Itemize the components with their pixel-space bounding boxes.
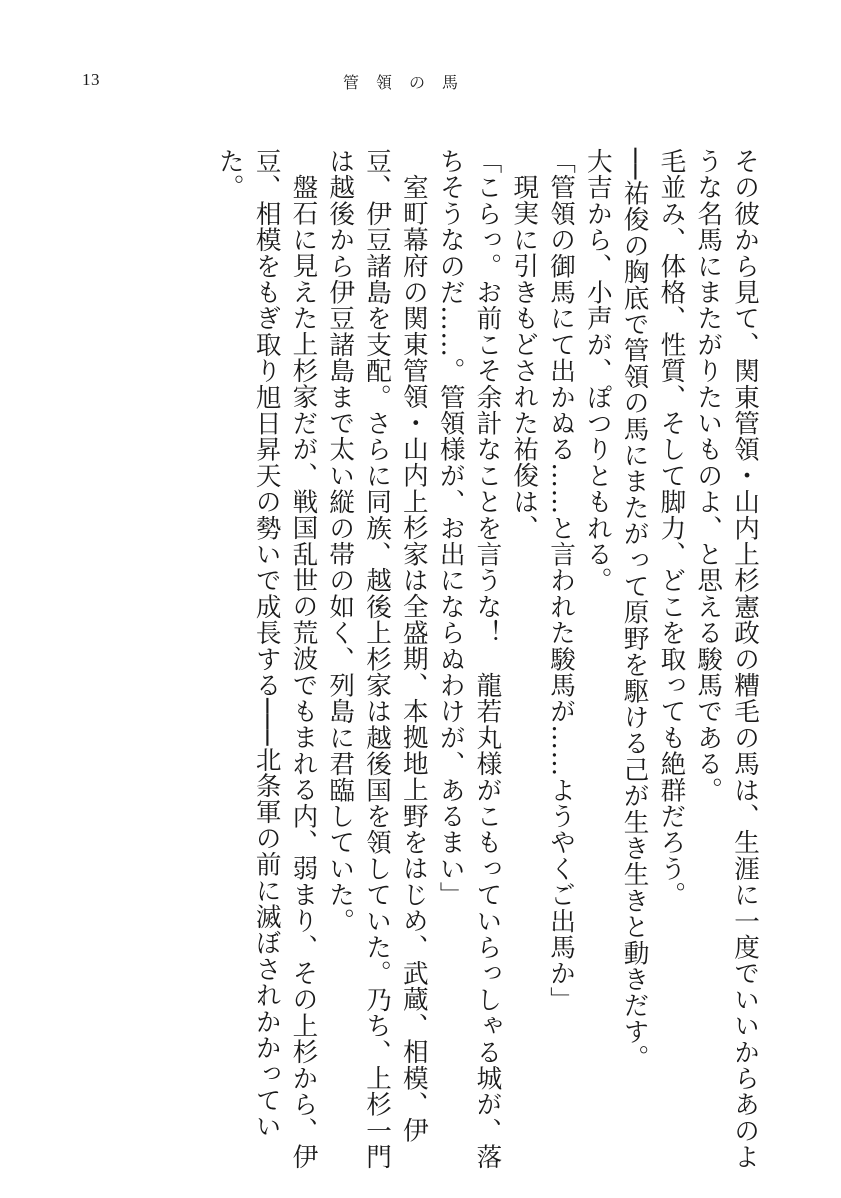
paragraph-1: その彼から見て、関東管領・山内上杉憲政の糟毛の馬は、生涯に一度でいいからあのような名馬にまたがりたいものよ、と思える駿馬である。 — [693, 148, 760, 1170]
paragraph-5: 「管領の御馬にて出かぬる……と言われた駿馬が……ようやくご出馬か」 — [546, 148, 577, 1013]
body-text — [83, 148, 763, 1178]
running-title: 管領の馬 — [343, 73, 476, 92]
page-number: 13 — [82, 70, 100, 89]
paragraph-2: 毛並み、体格、性質、そして脚力、どこを取っても絶群だろう。 — [656, 148, 687, 908]
paragraph-6: 現実に引きもどされた祐俊は、 — [509, 173, 540, 541]
paragraph-3: ──祐俊の胸底で管領の馬にまたがって原野を駆ける己が生き生きと動きだす。 — [619, 148, 650, 1071]
paragraph-8: 室町幕府の関東管領・山内上杉家は全盛期、本拠地上野をはじめ、武蔵、相模、伊豆、伊豆諸島を支配。さらに同族、越後上杉家は越後国を領していた。乃ち、上杉一門は越後から伊豆諸島まで太い縦の帯の如く、列島に君臨していた。 — [325, 148, 429, 1170]
paragraph-7: 「こらっ。お前こそ余計なことを言うな！ 龍若丸様がこもっていらっしゃる城が、落ちそうなのだ……。管領様が、お出にならぬわけが、あるまい」 — [435, 148, 503, 1170]
paragraph-9: 盤石に見えた上杉家だが、戦国乱世の荒波でもまれる内、弱まり、その上杉から、伊豆、相模をもぎ取り旭日昇天の勢いで成長する───北条軍の前に滅ぼされかかっていた。 — [214, 148, 319, 1170]
paragraph-4: 大吉から、小声が、ぽつりともれる。 — [582, 148, 613, 594]
